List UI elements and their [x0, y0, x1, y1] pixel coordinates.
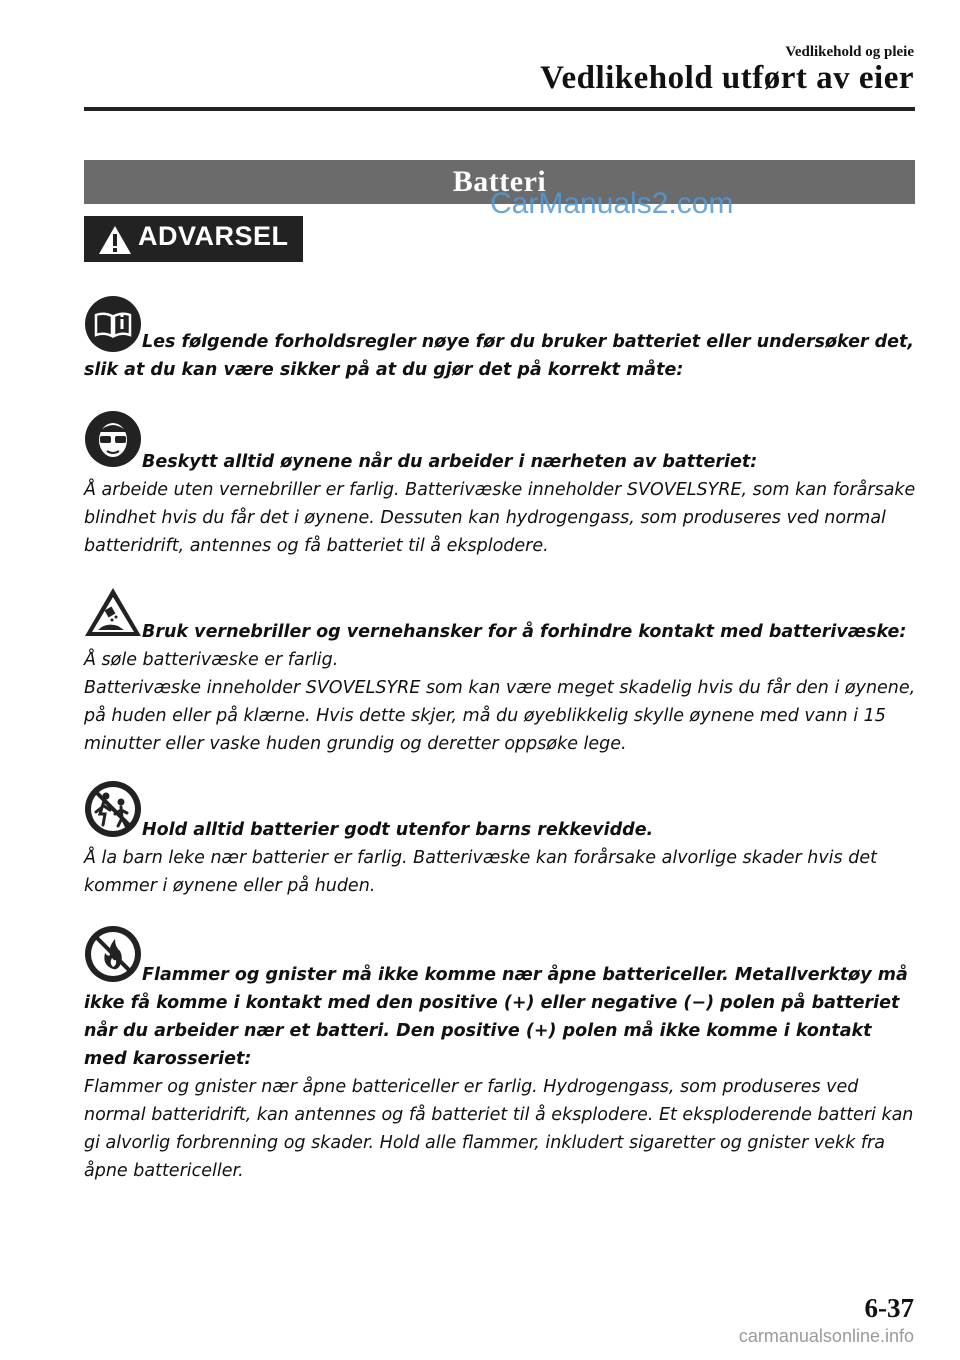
section-title: Batteri — [452, 165, 547, 198]
warning-item-3 — [84, 618, 920, 758]
item-3-body-line-1: Å søle batterivæske er farlig. — [84, 650, 339, 670]
item-4-body: Å la barn leke nær batterier er farlig. Batterivæske kan forårsake alvorlige skader hvis det kommer i øynene eller på huden. — [84, 848, 877, 896]
warning-item-1 — [84, 328, 920, 384]
item-5-lead: Flammer og gnister må ikke komme nær åpne battericeller. Metallverktøy må ikke få komme i kontakt med den positive (+) eller negative (−) polen på batteriet når du arbeider nær et batteri. Den positive (+) polen må ikke komme i kontakt med karosseriet: — [84, 965, 908, 1069]
warning-item-2 — [84, 448, 920, 560]
header-divider — [84, 107, 915, 111]
item-2-body: Å arbeide uten vernebriller er farlig. Batterivæske inneholder SVOVELSYRE, som kan forårsake blindhet hvis du får det i øynene. Dessuten kan hydrogengass, som produseres ved normal batteridrift, antennes og få batteriet til å eksplodere. — [84, 480, 916, 556]
header-section-name: Vedlikehold og pleie — [785, 44, 914, 60]
page-number: 6-37 — [864, 1293, 914, 1323]
item-4-lead: Hold alltid batterier godt utenfor barns rekkevidde. — [142, 820, 654, 840]
page-title: Vedlikehold utført av eier — [540, 60, 914, 96]
item-3-lead: Bruk vernebriller og vernehansker for å forhindre kontakt med batterivæske: — [142, 622, 907, 642]
warning-item-4 — [84, 816, 920, 900]
item-2-lead: Beskytt alltid øynene når du arbeider i nærheten av batteriet: — [142, 452, 758, 472]
item-1-lead: Les følgende forholdsregler nøye før du bruker batteriet eller undersøker det, slik at du kan være sikker på at du gjør det på korrekt måte: — [84, 332, 915, 380]
watermark-bottom: carmanualsonline.info — [738, 1326, 914, 1346]
watermark-top: CarManuals2.com — [490, 187, 734, 220]
warning-item-5 — [84, 961, 920, 1185]
item-5-body: Flammer og gnister nær åpne battericeller er farlig. Hydrogengass, som produseres ved normal batteridrift, kan antennes og få batteriet til å eksplodere. Et eksploderende batteri kan gi alvorlig forbrenning og skader. Hold alle flammer, inkludert sigaretter og gnister vekk fra åpne battericeller. — [84, 1077, 914, 1181]
warning-badge — [84, 216, 303, 262]
warning-label: ADVARSEL — [138, 221, 289, 251]
warning-triangle-icon — [98, 225, 132, 255]
item-3-body-line-2: Batterivæske inneholder SVOVELSYRE som kan være meget skadelig hvis du får den i øynene, på huden eller på klærne. Hvis dette skjer, må du øyeblikkelig skylle øynene med vann i 15 minutter eller vaske huden grundig og deretter oppsøke lege. — [84, 678, 916, 754]
